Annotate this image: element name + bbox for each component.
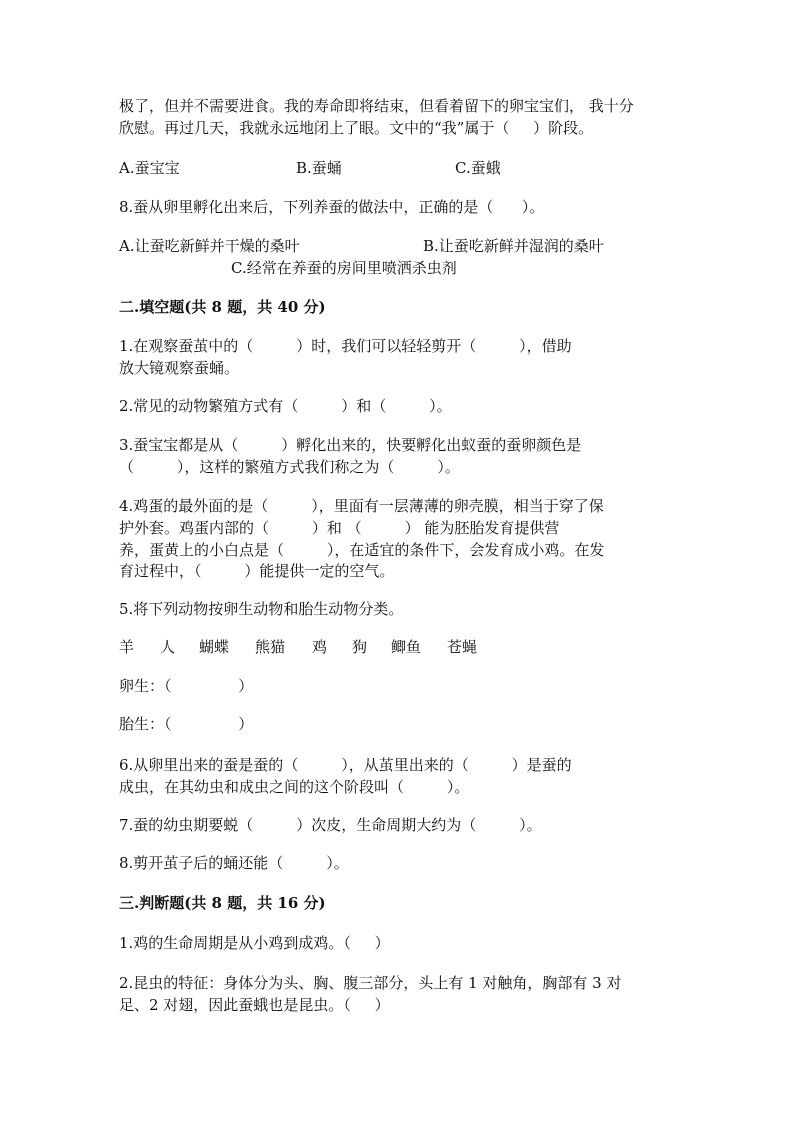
q7-option-b: B.蚕蛹 bbox=[296, 159, 342, 177]
q8-stem: 8.蚕从卵里孵化出来后，下列养蚕的做法中，正确的是（ ）。 bbox=[119, 198, 545, 216]
section-2-heading: 二.填空题(共 8 题，共 40 分) bbox=[119, 298, 326, 316]
fill-q7-line-1: 7.蚕的幼虫期要蜕（ ）次皮，生命周期大约为（ ）。 bbox=[119, 816, 542, 834]
animal-human: 人 bbox=[160, 638, 176, 656]
fill-q4-line-2: 护外套。鸡蛋内部的（ ）和 （ ） 能为胚胎发育提供营 bbox=[119, 519, 560, 537]
fill-q6-line-2: 成虫，在其幼虫和成虫之间的这个阶段叫（ ）。 bbox=[119, 778, 470, 796]
judge-q2-line-1: 2.昆虫的特征：身体分为头、胸、腹三部分，头上有 1 对触角，胸部有 3 对 bbox=[119, 974, 622, 992]
fill-q5-stem: 5.将下列动物按卵生动物和胎生动物分类。 bbox=[119, 600, 404, 618]
animal-sheep: 羊 bbox=[119, 638, 135, 656]
animal-butterfly: 蝴蝶 bbox=[199, 638, 230, 656]
animal-crucian-carp: 鲫鱼 bbox=[391, 638, 422, 656]
fill-q4-line-1: 4.鸡蛋的最外面的是（ ），里面有一层薄薄的卵壳膜，相当于穿了保 bbox=[119, 497, 604, 515]
oviparous-answer: 卵生：（ ） bbox=[119, 677, 254, 695]
q7-text-line-1: 极了，但并不需要进食。我的寿命即将结束，但看着留下的卵宝宝们， 我十分 bbox=[119, 97, 634, 115]
q8-option-a: A.让蚕吃新鲜并干燥的桑叶 bbox=[119, 237, 300, 255]
fill-q6-line-1: 6.从卵里出来的蚕是蚕的（ ），从茧里出来的（ ）是蚕的 bbox=[119, 756, 572, 774]
q7-option-c: C.蚕蛾 bbox=[455, 159, 501, 177]
section-3-heading: 三.判断题(共 8 题，共 16 分) bbox=[119, 894, 326, 912]
fill-q1-line-1: 1.在观察蚕茧中的（ ）时，我们可以轻轻剪开（ ），借助 bbox=[119, 337, 572, 355]
animal-chicken: 鸡 bbox=[312, 638, 328, 656]
animal-panda: 熊猫 bbox=[255, 638, 286, 656]
animal-dog: 狗 bbox=[352, 638, 368, 656]
fill-q4-line-3: 养，蛋黄上的小白点是（ ），在适宜的条件下，会发育成小鸡。在发 bbox=[119, 541, 605, 559]
q8-option-c: C.经常在养蚕的房间里喷洒杀虫剂 bbox=[231, 259, 457, 277]
animal-fly: 苍蝇 bbox=[447, 638, 478, 656]
fill-q8-line-1: 8.剪开茧子后的蛹还能（ ）。 bbox=[119, 854, 349, 872]
q7-option-a: A.蚕宝宝 bbox=[119, 159, 180, 177]
viviparous-answer: 胎生：（ ） bbox=[119, 715, 254, 733]
fill-q3-line-1: 3.蚕宝宝都是从（ ）孵化出来的，快要孵化出蚁蚕的蚕卵颜色是 bbox=[119, 436, 582, 454]
q8-option-b: B.让蚕吃新鲜并湿润的桑叶 bbox=[423, 237, 604, 255]
fill-q2-line-1: 2.常见的动物繁殖方式有（ ）和（ ）。 bbox=[119, 397, 452, 415]
fill-q4-line-4: 育过程中，（ ）能提供一定的空气。 bbox=[119, 562, 395, 580]
q7-text-line-2: 欣慰。再过几天，我就永远地闭上了眼。文中的“我”属于（ ）阶段。 bbox=[119, 119, 594, 137]
judge-q1-line-1: 1.鸡的生命周期是从小鸡到成鸡。（ ） bbox=[119, 934, 390, 952]
judge-q2-line-2: 足、2 对翅，因此蚕蛾也是昆虫。（ ） bbox=[119, 996, 390, 1014]
fill-q1-line-2: 放大镜观察蚕蛹。 bbox=[119, 359, 240, 377]
fill-q3-line-2: （ ），这样的繁殖方式我们称之为（ ）。 bbox=[119, 458, 460, 476]
